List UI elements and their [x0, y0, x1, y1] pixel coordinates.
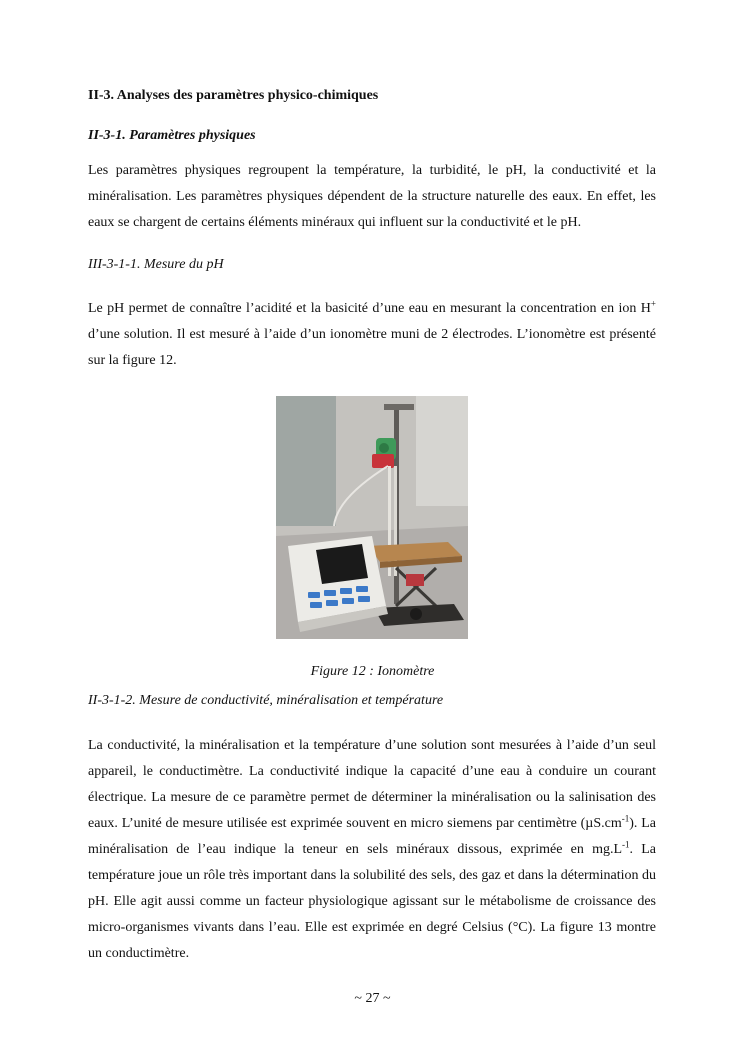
intro-paragraph: Les paramètres physiques regroupent la température, la turbidité, le pH, la conductivité et la minéralisation. Les paramètres physiques dépendent de la structure naturelle des eaux. En effet, les eaux se chargent de certains éléments minéraux qui influent sur la conductivité et le pH.	[88, 163, 656, 230]
conductivity-text-part2: ). La minéralisation de l’eau indique la teneur en sels minéraux dissous, exprimée en mg.L	[88, 816, 656, 857]
photo-wall-right	[416, 396, 468, 506]
ph-text-part1: Le pH permet de connaître l’acidité et la basicité d’une eau en mesurant la concentration en ion H	[88, 301, 651, 316]
meter-key	[326, 600, 338, 606]
meter-key	[340, 588, 352, 594]
meter-key	[358, 596, 370, 602]
ph-paragraph	[88, 296, 656, 374]
ph-heading: III-3-1-1. Mesure du pH	[88, 257, 224, 272]
subsection-heading: II-3-1. Paramètres physiques	[88, 128, 256, 143]
meter-key	[342, 598, 354, 604]
section-heading: II-3. Analyses des paramètres physico-chimiques	[88, 88, 379, 103]
ionometer-photo	[276, 396, 468, 639]
photo-wall-left	[276, 396, 336, 526]
jack-knob	[410, 608, 422, 620]
meter-key	[324, 590, 336, 596]
ionometer-illustration	[276, 396, 468, 639]
meter-key	[310, 602, 322, 608]
red-clamp	[372, 454, 394, 468]
meter-key	[308, 592, 320, 598]
conductivity-text-part3: . La température joue un rôle très important dans la solubilité des sels, des gaz et dans la détermination du pH. Elle agit aussi comme un facteur physiologique agissant sur le métabolisme de croissance des micro-organismes vivants dans l’eau. Elle est exprimée en degré Celsius (°C). La figure 13 montre un conductimètre.	[88, 842, 656, 961]
page-number: ~ 27 ~	[354, 991, 391, 1006]
figure-caption: Figure 12 : Ionomètre	[310, 664, 435, 679]
conductivity-paragraph	[88, 733, 656, 967]
ph-text-part2: d’une solution. Il est mesuré à l’aide d’un ionomètre muni de 2 électrodes. L’ionomètre est présenté sur la figure 12.	[88, 327, 656, 368]
holder-knob	[379, 443, 389, 453]
stand-clamp-top	[384, 404, 414, 410]
meter-key	[356, 586, 368, 592]
conductivity-superscript-1: -1	[621, 813, 630, 824]
ph-superscript: +	[650, 298, 656, 309]
conductivity-superscript-2: -1	[622, 839, 630, 850]
conductivity-text-part1: La conductivité, la minéralisation et la température d’une solution sont mesurées à l’aide d’un seul appareil, le conductimètre. La conductivité indique la capacité d’une eau à conduire un courant électrique. La mesure de ce paramètre permet de déterminer la minéralisation ou la salinisation des eaux. L’unité de mesure utilisée est exprimée souvent en micro siemens par centimètre (µS.cm	[88, 738, 656, 831]
jack-beaker	[406, 574, 424, 586]
conductivity-heading: II-3-1-2. Mesure de conductivité, minéralisation et température	[88, 693, 444, 708]
meter-display	[316, 544, 368, 584]
